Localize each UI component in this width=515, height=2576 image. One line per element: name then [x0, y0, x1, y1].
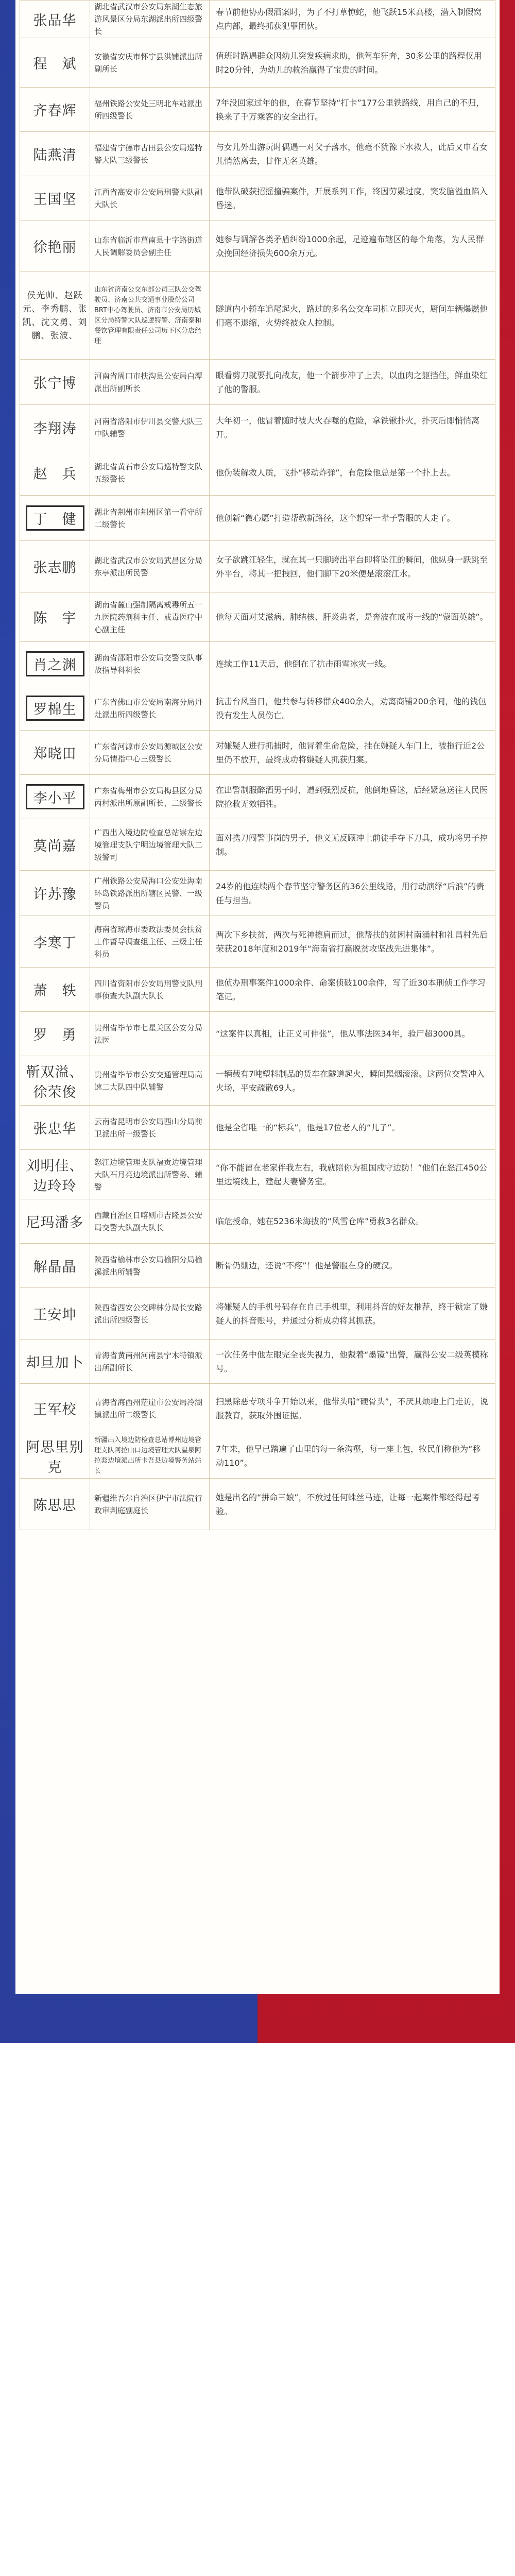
honoree-deed: 他伪装解救人质，飞扑“移动炸弹”，有危险他总是第一个扑上去。	[210, 450, 495, 496]
honoree-deed: 7年来，他早已踏遍了山里的每一条沟壑，每一座土包，牧民们称他为“移动110”。	[210, 1433, 495, 1479]
honoree-name: 陈 宇	[20, 592, 90, 642]
table-row	[20, 686, 495, 731]
honoree-deed: 两次下乡扶贫，两次与死神擦肩而过，他帮扶的贫困村南涌村和礼昌村先后荣获2018年度和2019年“海南省打赢脱贫攻坚战先进集体”。	[210, 916, 495, 968]
honoree-name: 张忠华	[20, 1106, 90, 1150]
table-row	[20, 968, 495, 1012]
honoree-deed: 隧道内小轿车追尾起火，路过的多名公交车司机立即灭火，厨间车辆爆燃他们毫不退缩，火势终被众人控制。	[210, 272, 495, 360]
honoree-deed: 对嫌疑人进行抓捕时，他冒着生命危险，挂在嫌疑人车门上，被拖行近2公里仍不放开，最终成功将嫌疑人抓获归案。	[210, 731, 495, 775]
table-row	[20, 405, 495, 450]
table-row	[20, 592, 495, 642]
honoree-deed: 一辆载有7吨塑料制品的货车在隧道起火，瞬间黑烟滚滚。这两位交警冲入火场，平安疏散69人。	[210, 1056, 495, 1106]
honoree-name: 陆燕清	[20, 132, 90, 176]
honoree-unit: 新疆出入境边防检查总站博州边境管理支队阿拉山口边境管理大队温泉阿拉套边境派出所卡吾县边境警务站站长	[90, 1433, 210, 1479]
honoree-name: 徐艳丽	[20, 221, 90, 272]
honoree-deed: 一次任务中他左眼完全丧失视力，他戴着“墨镜”出警，赢得公安二级英模称号。	[210, 1340, 495, 1384]
honoree-deed: 他带队破获招摇撞骗案件，开展系列工作，终因劳累过度，突发脑溢血陷入昏迷。	[210, 176, 495, 221]
table-row	[20, 221, 495, 272]
honoree-unit: 广东省佛山市公安局南海分局丹灶派出所四级警长	[90, 686, 210, 731]
honoree-unit: 青海省黄南州河南县宁木特镇派出所副所长	[90, 1340, 210, 1384]
honoree-unit: 湖北省黄石市公安局巡特警支队五级警长	[90, 450, 210, 496]
honoree-name: 靳双溢、徐荣俊	[20, 1056, 90, 1106]
table-row	[20, 541, 495, 592]
honoree-deed: 在出警制服醉酒男子时，遭到强烈反抗，他倒地昏迷，后经紧急送往人民医院抢救无效牺牲。	[210, 775, 495, 819]
table-row	[20, 1288, 495, 1340]
honoree-unit: 河南省周口市扶沟县公安局白潭派出所副所长	[90, 360, 210, 405]
table-row	[20, 819, 495, 871]
honoree-unit: 贵州省毕节市公安交通管理局高速二大队四中队辅警	[90, 1056, 210, 1106]
honoree-unit: 江西省高安市公安局刑警大队副大队长	[90, 176, 210, 221]
honoree-deed: 抗击台风当日，他共参与转移群众400余人，劝离商铺200余间，他的钱包没有发生人员伤亡。	[210, 686, 495, 731]
table-row	[20, 132, 495, 176]
honoree-name	[20, 496, 90, 541]
honoree-unit: 广州铁路公安局海口公安处海南环岛铁路派出所辖区民警、一级警员	[90, 871, 210, 916]
table-row	[20, 916, 495, 968]
honoree-unit: 河南省洛阳市伊川县交警大队三中队辅警	[90, 405, 210, 450]
honoree-unit: 怒江边境管理支队福贡边境管理大队石月亮边境派出所警务、辅警	[90, 1150, 210, 1199]
honoree-deed: 与女儿外出游玩时偶遇一对父子落水，他毫不犹豫下水救人，此后又申着女儿悄然离去，甘作无名英雄。	[210, 132, 495, 176]
footer	[0, 1994, 515, 2043]
honoree-name: 侯光帅、赵跃元、李秀鹏、张凯、沈文勇、刘鹏、张波、	[20, 272, 90, 360]
honoree-name: 郑晓田	[20, 731, 90, 775]
table-row	[20, 871, 495, 916]
honoree-name-boxed: 丁 健	[26, 505, 84, 531]
table-row	[20, 731, 495, 775]
honoree-unit: 陕西省榆林市公安局榆阳分局榆溪派出所辅警	[90, 1244, 210, 1288]
honoree-deed: 他创新“微心愿”打造帮教新路径，这个想穿一辈子警服的人走了。	[210, 496, 495, 541]
table-row	[20, 1244, 495, 1288]
honoree-unit: 湖南省邵阳市公安局交警支队事故指导科科长	[90, 642, 210, 686]
honoree-name: 却旦加卜	[20, 1340, 90, 1384]
table-row	[20, 360, 495, 405]
honoree-deed: 他是全省唯一的“标兵”，他是17位老人的“儿子”。	[210, 1106, 495, 1150]
honoree-name: 解晶晶	[20, 1244, 90, 1288]
honoree-unit: 陕西省西安公交碑林分局长安路派出所四级警长	[90, 1288, 210, 1340]
honoree-name: 程 斌	[20, 38, 90, 88]
honoree-deed: 临危授命，她在5236米海拔的“风雪仓库”勇救3名群众。	[210, 1199, 495, 1244]
honoree-name-boxed: 李小平	[26, 784, 84, 809]
honoree-unit: 云南省昆明市公安局西山分局前卫派出所一级警长	[90, 1106, 210, 1150]
honoree-name: 赵 兵	[20, 450, 90, 496]
honoree-name: 张宁博	[20, 360, 90, 405]
honoree-deed: 断骨仍绷边，还说“不疼”！他是警服在身的硬汉。	[210, 1244, 495, 1288]
honoree-unit: 四川省资阳市公安局刑警支队刑事侦查大队副大队长	[90, 968, 210, 1012]
honoree-name: 罗 勇	[20, 1012, 90, 1056]
table-row	[20, 642, 495, 686]
honoree-name: 尼玛潘多	[20, 1199, 90, 1244]
honoree-name-boxed: 罗棉生	[26, 696, 84, 721]
honoree-deed: 连续工作11天后，他倒在了抗击雨雪冰灾一线。	[210, 642, 495, 686]
honoree-name: 齐春辉	[20, 88, 90, 132]
honoree-deed: 大年初一，他冒着随时被大火吞噬的危险，拿铁锹扑火，扑灭后即悄悄离开。	[210, 405, 495, 450]
table-row	[20, 1433, 495, 1479]
honoree-name: 王安坤	[20, 1288, 90, 1340]
honoree-unit: 广东省河源市公安局源城区公安分局情指中心三级警长	[90, 731, 210, 775]
table-row	[20, 176, 495, 221]
table-row	[20, 1056, 495, 1106]
honoree-deed: 他每天面对艾滋病、肺结核、肝炎患者，是奔波在戒毒一线的“蒙面英雄”。	[210, 592, 495, 642]
honoree-name	[20, 775, 90, 819]
honoree-deed: 他侦办刑事案件1000余件、命案侦破100余件，写了近30本刑侦工作学习笔记。	[210, 968, 495, 1012]
honoree-table	[20, 0, 495, 1530]
honoree-deed: 面对携刀闯警事岗的男子，他义无反顾冲上前徒手夺下刀具，成功将男子控制。	[210, 819, 495, 871]
honoree-name: 萧 轶	[20, 968, 90, 1012]
honoree-unit: 安徽省安庆市怀宁县洪铺派出所副所长	[90, 38, 210, 88]
table-row	[20, 450, 495, 496]
honoree-unit: 贵州省毕节市七星关区公安分局法医	[90, 1012, 210, 1056]
honoree-name: 陈思思	[20, 1479, 90, 1530]
table-row	[20, 272, 495, 360]
honoree-deed: 24岁的他连续两个春节坚守警务区的36公里线路，用行动演绎“后浪”的责任与担当。	[210, 871, 495, 916]
table-row	[20, 1150, 495, 1199]
honoree-unit: 西藏自治区日喀则市吉隆县公安局交警大队副大队长	[90, 1199, 210, 1244]
honoree-unit: 山东省临沂市莒南县十字路街道人民调解委员会副主任	[90, 221, 210, 272]
honoree-unit: 广西出入境边防检查总站崇左边境管理支队宁明边境管理大队二级警司	[90, 819, 210, 871]
honoree-name: 李翔涛	[20, 405, 90, 450]
honoree-name: 李寒丁	[20, 916, 90, 968]
honoree-unit: 海南省琼海市委政法委员会扶贫工作督导调查组主任、三级主任科员	[90, 916, 210, 968]
honoree-name: 阿思里别克	[20, 1433, 90, 1479]
honoree-name: 张品华	[20, 1, 90, 38]
honoree-unit: 青海省海西州茫崖市公安局冷湖镇派出所二级警长	[90, 1384, 210, 1433]
honoree-name: 王军校	[20, 1384, 90, 1433]
honoree-unit: 湖南省麓山强制隔离戒毒所五一九医院药剂科主任、戒毒医疗中心副主任	[90, 592, 210, 642]
honoree-deed: 眼看剪刀就要扎向战友，他一个箭步冲了上去，以血肉之躯挡住，鲜血染红了他的警服。	[210, 360, 495, 405]
honoree-deed: 将嫌疑人的手机号码存在自己手机里，利用抖音的好友推荐，终于锁定了嫌疑人的抖音账号，并通过分析成功将其抓获。	[210, 1288, 495, 1340]
honoree-unit: 山东省济南公交东部公司三队公交驾驶员、济南公共交通事业股份公司BRT中心驾驶员、济南市公安局历城区分局特警大队巡逻特警、济南泰和餐饮管理有限责任公司历下区分店经理	[90, 272, 210, 360]
table-row	[20, 88, 495, 132]
honoree-name: 莫尚嘉	[20, 819, 90, 871]
honoree-name: 张志鹏	[20, 541, 90, 592]
table-row	[20, 38, 495, 88]
table-row	[20, 496, 495, 541]
table-row	[20, 1012, 495, 1056]
honoree-deed: 春节前他协办假酒案时，为了不打草惊蛇，他飞跃15米高楼，潜入制假窝点内部，最终抓获犯罪团伙。	[210, 1, 495, 38]
honoree-name: 刘明佳、边玲玲	[20, 1150, 90, 1199]
honoree-unit: 湖北省荆州市荆州区第一看守所二级警长	[90, 496, 210, 541]
table-row	[20, 1106, 495, 1150]
honoree-unit: 福州铁路公安处三明北车站派出所四级警长	[90, 88, 210, 132]
table-row	[20, 1340, 495, 1384]
honoree-name: 王国坚	[20, 176, 90, 221]
table-row	[20, 1199, 495, 1244]
honoree-deed: “你不能留在老家伴我左右，我就陪你为祖国戍守边防！”他们在怒江450公里边境线上，建起夫妻警务室。	[210, 1150, 495, 1199]
table-row	[20, 1479, 495, 1530]
table-row	[20, 1384, 495, 1433]
honoree-name-boxed: 肖之渊	[26, 651, 84, 676]
table-row	[20, 1, 495, 38]
honoree-unit: 广东省梅州市公安局梅县区分局丙村派出所原副所长、二级警长	[90, 775, 210, 819]
honoree-deed: 女子欲跳江轻生，就在其一只脚跨出平台即将坠江的瞬间，他纵身一跃跳至外平台，将其一把拽回，他们脚下20米便是滚滚江水。	[210, 541, 495, 592]
honoree-name	[20, 642, 90, 686]
honoree-deed: 7年没回家过年的他，在春节坚持“打卡”177公里铁路线，用自己的不归，换来了千万乘客的安全出行。	[210, 88, 495, 132]
honoree-unit: 湖北省武汉市公安局武昌区分局东亭派出所民警	[90, 541, 210, 592]
honoree-deed: 她参与调解各类矛盾纠纷1000余起，足迹遍布辖区的每个角落，为人民群众挽回经济损失600余万元。	[210, 221, 495, 272]
honoree-deed: 值班时路遇群众因幼儿突发疾病求助，他驾车狂奔，30多公里的路程仅用时20分钟，为幼儿的救治赢得了宝贵的时间。	[210, 38, 495, 88]
table-row	[20, 775, 495, 819]
honoree-deed: “这案件以真相，让正义可伸张”，他从事法医34年，验尸超3000具。	[210, 1012, 495, 1056]
honoree-name	[20, 686, 90, 731]
honoree-unit: 新疆维吾尔自治区伊宁市法院行政审判庭副庭长	[90, 1479, 210, 1530]
honoree-deed: 扫黑除恶专项斗争开始以来，他带头啃“硬骨头”，不厌其烦地上门走访，说服教育，获取外围证据。	[210, 1384, 495, 1433]
honoree-deed: 她是出名的“拼命三娘”，不放过任何蛛丝马迹，让每一起案件都经得起考验。	[210, 1479, 495, 1530]
honoree-name: 许苏豫	[20, 871, 90, 916]
honoree-unit: 湖北省武汉市公安局东湖生态旅游风景区分局东湖派出所四级警长	[90, 1, 210, 38]
honoree-unit: 福建省宁德市古田县公安局巡特警大队三级警长	[90, 132, 210, 176]
